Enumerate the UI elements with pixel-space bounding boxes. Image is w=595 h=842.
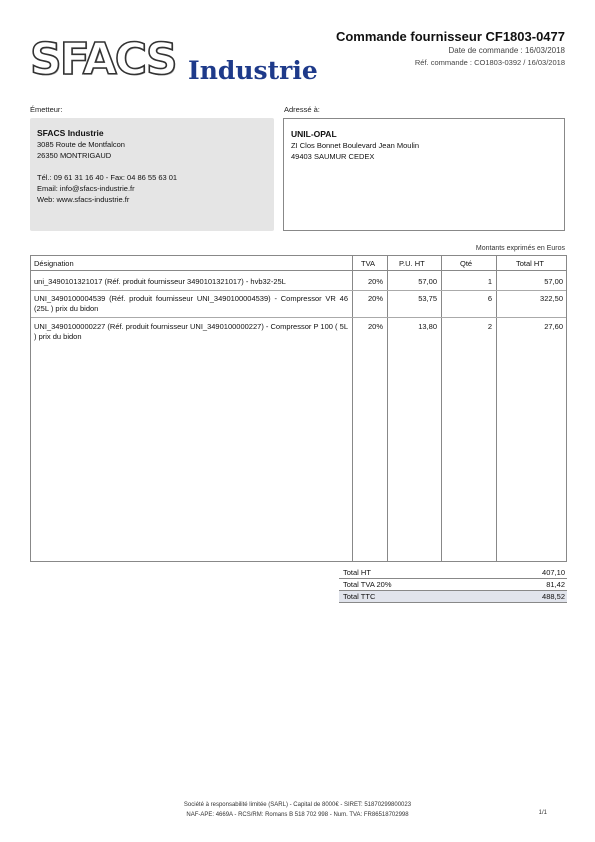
page-number: 1/1 (538, 810, 547, 816)
row-designation: uni_3490101321017 (Réf. produit fournisseur 3490101321017) - hvb32-25L (34, 277, 286, 286)
order-reference: Réf. commande : CO1803-0392 / 16/03/2018 (414, 58, 565, 67)
recipient-box (283, 118, 565, 231)
currency-note: Montants exprimés en Euros (475, 245, 565, 252)
row-unit-price: 57,00 (418, 277, 437, 286)
sender-address-line-2: 26350 MONTRIGAUD (37, 151, 112, 160)
sender-address-line-1: 3085 Route de Montfalcon (37, 140, 125, 149)
legal-footer (0, 800, 595, 820)
totals-block (339, 567, 567, 603)
recipient-label: Adressé à: (284, 105, 320, 114)
row-quantity: 1 (487, 277, 492, 286)
header-designation: Désignation (34, 259, 74, 268)
row-total-ht: 27,60 (544, 322, 563, 331)
logo-brand: SFACS (30, 34, 176, 85)
sender-box (30, 118, 274, 231)
order-date: Date de commande : 16/03/2018 (448, 46, 565, 55)
recipient-name: UNIL-OPAL (291, 129, 337, 139)
total-tva-label: Total TVA 20% (343, 580, 392, 589)
header-tva: TVA (361, 259, 376, 268)
logo-suffix: Industrie (188, 56, 318, 85)
header-divider (31, 270, 566, 271)
sender-website[interactable]: Web: www.sfacs-industrie.fr (37, 195, 130, 204)
row-divider (31, 290, 566, 291)
total-tva-row (339, 579, 567, 591)
row-unit-price: 13,80 (418, 322, 437, 331)
sender-label: Émetteur: (30, 105, 63, 114)
row-designation: UNI_3490100000227 (Réf. produit fournisseur UNI_3490100000227) - Compressor P 100 ( 5L ) prix du bidon (34, 322, 348, 341)
company-logo (30, 34, 318, 86)
row-quantity: 2 (487, 322, 492, 331)
header-quantity: Qté (460, 259, 473, 268)
total-ttc-value: 488,52 (542, 592, 565, 601)
recipient-address-line-1: ZI Clos Bonnet Boulevard Jean Moulin (291, 141, 419, 150)
sender-phone-fax: Tél.: 09 61 31 16 40 - Fax: 04 86 55 63 01 (37, 173, 178, 182)
row-total-ht: 57,00 (544, 277, 563, 286)
row-divider (31, 317, 566, 318)
header-total-ht: Total HT (516, 259, 544, 268)
order-lines-table (30, 255, 567, 562)
recipient-address-line-2: 49403 SAUMUR CEDEX (291, 152, 375, 161)
document-title: Commande fournisseur CF1803-0477 (335, 29, 565, 44)
row-tva: 20% (367, 294, 383, 303)
row-total-ht: 322,50 (540, 294, 563, 303)
footer-line-1: Société à responsabilité limitée (SARL) - Capital de 8000€ - SIRET: 51870299800023 (183, 802, 412, 808)
total-ht-label: Total HT (343, 568, 371, 577)
total-ht-value: 407,10 (542, 568, 565, 577)
total-ttc-label: Total TTC (343, 592, 376, 601)
total-tva-value: 81,42 (546, 580, 565, 589)
row-designation: UNI_3490100004539 (Réf. produit fournisseur UNI_3490100004539) - Compressor VR 46 (25L ) prix du bidon (34, 294, 348, 313)
footer-line-2: NAF-APE: 4669A - RCS/RM: Romans B 518 702 998 - Num. TVA: FR86518702998 (186, 812, 409, 818)
total-ht-row (339, 567, 567, 579)
row-tva: 20% (367, 277, 383, 286)
row-quantity: 6 (487, 294, 492, 303)
row-unit-price: 53,75 (418, 294, 437, 303)
row-tva: 20% (367, 322, 383, 331)
header-unit-price: P.U. HT (399, 259, 425, 268)
sender-email[interactable]: Email: info@sfacs-industrie.fr (37, 184, 135, 193)
total-ttc-row (339, 591, 567, 603)
sender-name: SFACS Industrie (37, 128, 104, 138)
